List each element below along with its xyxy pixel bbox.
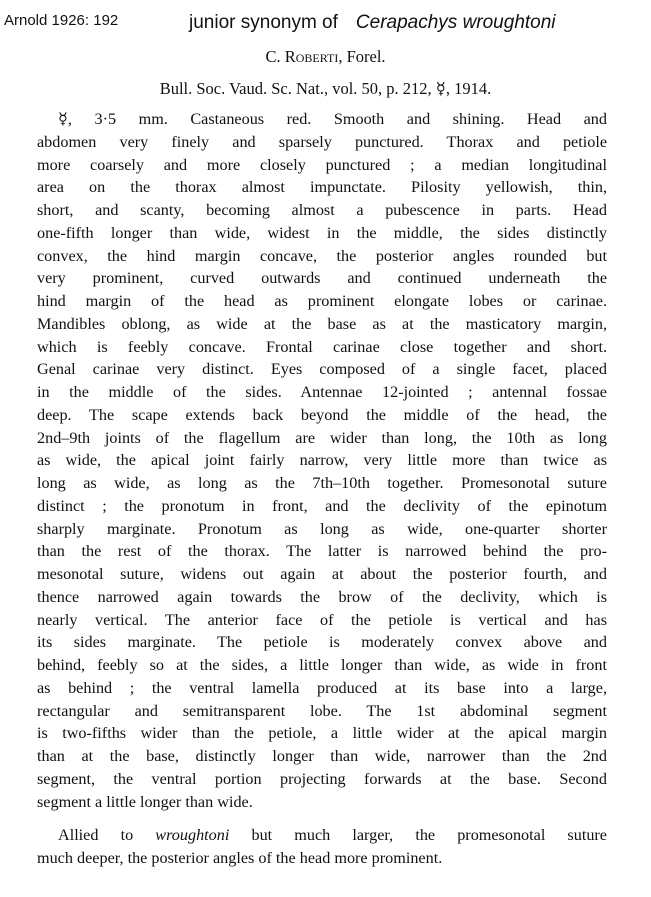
description-line: behind, feebly so at the sides, a little longer than wide, as wide in front bbox=[37, 656, 607, 674]
description-line: than at the base, distinctly longer than wide, narrower than the 2nd bbox=[37, 747, 607, 765]
reference-label: Arnold 1926: 192 bbox=[4, 12, 119, 29]
description-line: segment a little longer than wide. bbox=[37, 792, 253, 811]
description-line: one-fifth longer than wide, widest in the middle, the sides distinctly bbox=[37, 223, 607, 242]
comparison-line: much deeper, the posterior angles of the head more prominent. bbox=[37, 848, 443, 867]
description-line: as wide, the apical joint fairly narrow, very little more than twice as bbox=[37, 451, 607, 470]
comparison-paragraph bbox=[37, 824, 607, 870]
taxon-author: , Forel. bbox=[338, 47, 386, 66]
description-line: its sides marginate. The petiole is moderately convex above and bbox=[37, 633, 607, 652]
description-line: area on the thorax almost impunctate. Pilosity yellowish, thin, bbox=[37, 178, 607, 197]
description-line: short, and scanty, becoming almost a pubescence in parts. Head bbox=[37, 201, 607, 219]
description-line: abdomen very finely and sparsely punctured. Thorax and petiole bbox=[37, 132, 607, 151]
comparison-species: wroughtoni bbox=[155, 826, 230, 844]
description-line: more coarsely and more closely punctured ; a median longitudinal bbox=[37, 155, 607, 174]
description-line: is two-fifths wider than the petiole, a little wider at the apical margin bbox=[37, 724, 607, 743]
description-line: very prominent, curved outwards and continued underneath the bbox=[37, 269, 607, 288]
description-line: mesonotal suture, widens out again at about the posterior fourth, and bbox=[37, 565, 607, 583]
description-line: convex, the hind margin concave, the posterior angles rounded but bbox=[37, 246, 607, 265]
description-line: long as wide, as long as the 7th–10th together. Promesonotal suture bbox=[37, 474, 607, 492]
synonym-note bbox=[189, 12, 556, 34]
comparison-line bbox=[37, 824, 607, 847]
comparison-suffix: but much larger, the promesonotal suture bbox=[229, 826, 607, 844]
description-line: Genal carinae very distinct. Eyes composed of a single facet, placed bbox=[37, 360, 607, 379]
description-line: hind margin of the head as prominent elongate lobes or carinae. bbox=[37, 292, 607, 310]
description-line: than the rest of the thorax. The latter is narrowed behind the pro- bbox=[37, 542, 607, 561]
description-line: deep. The scape extends back beyond the middle of the head, the bbox=[37, 405, 607, 424]
description-line: sharply marginate. Pronotum as long as wide, one-quarter shorter bbox=[37, 519, 607, 538]
description-line: 2nd–9th joints of the flagellum are wider than long, the 10th as long bbox=[37, 428, 607, 447]
description-line: segment, the ventral portion projecting forwards at the base. Second bbox=[37, 769, 607, 788]
description-line: which is feebly concave. Frontal carinae close together and short. bbox=[37, 337, 607, 356]
citation-line: Bull. Soc. Vaud. Sc. Nat., vol. 50, p. 212, ☿, 1914. bbox=[159, 79, 492, 98]
description-line: thence narrowed again towards the brow of the declivity, which is bbox=[37, 587, 607, 606]
description-line: rectangular and semitransparent lobe. The 1st abdominal segment bbox=[37, 701, 607, 720]
description-line: Mandibles oblong, as wide at the base as at the masticatory margin, bbox=[37, 314, 607, 333]
taxon-author-line bbox=[0, 47, 651, 67]
description-line: distinct ; the pronotum in front, and the declivity of the epinotum bbox=[37, 496, 607, 515]
synonym-note-prefix: junior synonym of bbox=[189, 12, 338, 33]
description-line: ☿, 3·5 mm. Castaneous red. Smooth and shining. Head and bbox=[58, 110, 607, 128]
description-paragraph bbox=[37, 108, 607, 813]
comparison-prefix: Allied to bbox=[58, 826, 156, 844]
taxon-letter: C. bbox=[265, 47, 281, 66]
description-line: in the middle of the sides. Antennae 12-jointed ; antennal fossae bbox=[37, 383, 607, 401]
taxon-name: Roberti bbox=[284, 47, 339, 66]
synonym-species-name: Cerapachys wroughtoni bbox=[355, 12, 556, 33]
description-line: as behind ; the ventral lamella produced at its base into a large, bbox=[37, 678, 607, 697]
description-line: nearly vertical. The anterior face of the petiole is vertical and has bbox=[37, 610, 607, 629]
